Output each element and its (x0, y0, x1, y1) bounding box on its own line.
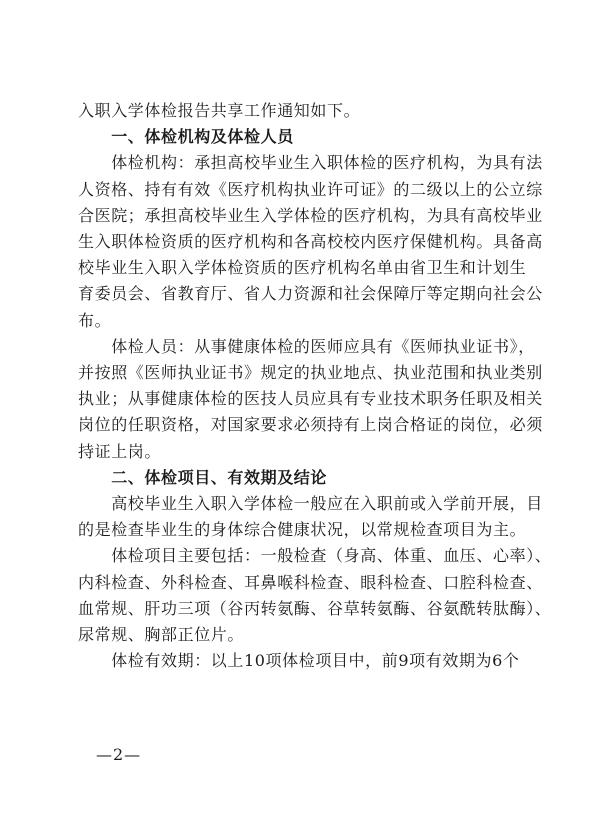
paragraph-line: 血常规、肝功三项（谷丙转氨酶、谷草转氨酶、谷氨酰转肽酶）、 (78, 598, 552, 618)
paragraph-line: 高校毕业生入职入学体检一般应在入职前或入学前开展，目 (78, 494, 543, 513)
paragraph-line: 内科检查、外科检查、耳鼻喉科检查、眼科检查、口腔科检查、 (78, 572, 543, 592)
paragraph-line: 校毕业生入职入学体检资质的医疗机构名单由省卫生和计划生 (78, 258, 527, 278)
paragraph-line: 岗位的任职资格，对国家要求必须持有上岗合格证的岗位，必须 (78, 415, 543, 435)
paragraph-line: 合医院；承担高校毕业生入学体检的医疗机构，为具有高校毕业 (78, 205, 543, 225)
paragraph-line: 体检机构：承担高校毕业生入职体检的医疗机构，为具有法 (78, 153, 543, 173)
paragraph-line: 入职入学体检报告共享工作通知如下。 (78, 101, 361, 120)
paragraph-line: 体检项目主要包括：一般检查（身高、体重、血压、心率）、 (78, 546, 552, 566)
paragraph-line: 尿常规、胸部正位片。 (78, 625, 245, 644)
page-number: —2— (96, 745, 142, 764)
paragraph-line: 的是检查毕业生的身体综合健康状况，以常规检查项目为主。 (78, 520, 527, 540)
paragraph-line: 布。 (78, 310, 112, 330)
heading-line: 二、体检项目、有效期及结论 (78, 467, 328, 487)
paragraph-line: 持证上岗。 (78, 441, 162, 461)
heading-line: 一、体检机构及体检人员 (78, 127, 294, 147)
paragraph-line: 人资格、持有有效《医疗机构执业许可证》的二级以上的公立综 (78, 179, 543, 199)
paragraph-line: 并按照《医师执业证书》规定的执业地点、执业范围和执业类别 (78, 363, 543, 382)
paragraph-line: 生入职体检资质的医疗机构和各高校校内医疗保健机构。具备高 (78, 232, 543, 251)
paragraph-line: 育委员会、省教育厅、省人力资源和社会保障厅等定期向社会公 (78, 284, 543, 304)
paragraph-line: 体检有效期：以上10项体检项目中，前9项有效期为6个 (78, 651, 520, 671)
paragraph-line: 执业；从事健康体检的医技人员应具有专业技术职务任职及相关 (78, 389, 543, 409)
paragraph-line: 体检人员：从事健康体检的医师应具有《医师执业证书》， (78, 336, 535, 356)
